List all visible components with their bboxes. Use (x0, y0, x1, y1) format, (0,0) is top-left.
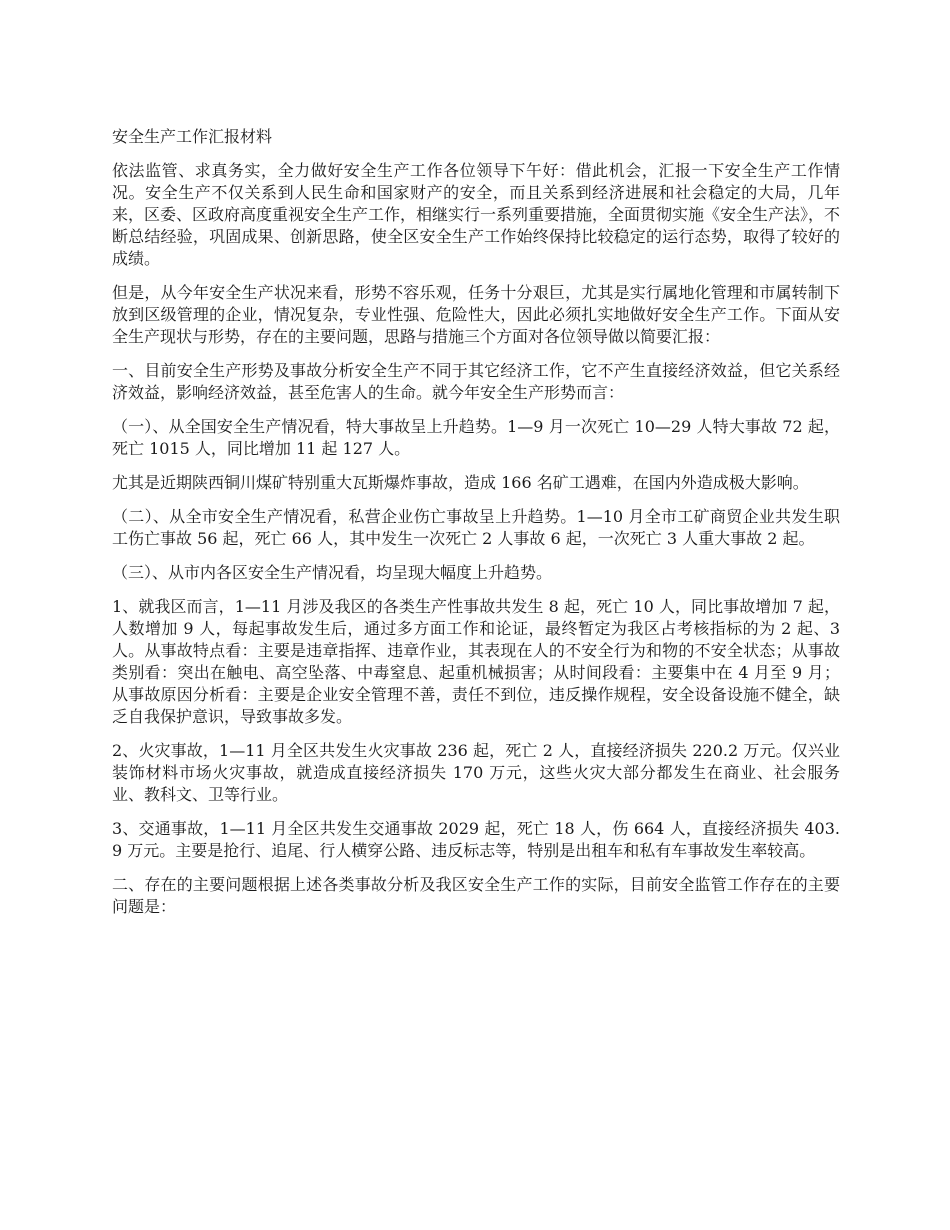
paragraph-traffic: 3、交通事故，1—11 月全区共发生交通事故 2029 起，死亡 18 人，伤 664 人，直接经济损失 403.9 万元。主要是抢行、追尾、行人横穿公路、违反标志等，特别是出租车和私有车事故发生率较高。 (112, 819, 840, 860)
document-title: 安全生产工作汇报材料 (112, 127, 273, 146)
paragraph-our-district: 1、就我区而言，1—11 月涉及我区的各类生产性事故共发生 8 起，死亡 10 人，同比事故增加 7 起，人数增加 9 人，每起事故发生后，通过多方面工作和论证，最终暂定为我区占考核指标的为 2 起、3 人。从事故特点看：主要是违章指挥、违章作业，其表现在人的不安全行为和物的不安全状态；从事故类别看：突出在触电、高空坠落、中毒窒息、起重机械损害；从时间段看：主要集中在 4 月至 9 月；从事故原因分析看：主要是企业安全管理不善，责任不到位，违反操作规程，安全设备设施不健全，缺乏自我保护意识，导致事故多发。 (112, 597, 840, 726)
paragraph-section-two: 二、存在的主要问题根据上述各类事故分析及我区安全生产工作的实际，目前安全监管工作存在的主要问题是： (112, 875, 840, 916)
paragraph-national: （一）、从全国安全生产情况看，特大事故呈上升趋势。1—9 月一次死亡 10—29 人特大事故 72 起，死亡 1015 人，同比增加 11 起 127 人。 (112, 417, 840, 458)
document-page (112, 126, 840, 930)
paragraph-situation: 但是，从今年安全生产状况来看，形势不容乐观，任务十分艰巨，尤其是实行属地化管理和市属转制下放到区级管理的企业，情况复杂，专业性强、危险性大，因此必须扎实地做好安全生产工作。下面从安全生产现状与形势，存在的主要问题，思路与措施三个方面对各位领导做以简要汇报： (112, 283, 840, 346)
paragraph-fire: 2、火灾事故，1—11 月全区共发生火灾事故 236 起，死亡 2 人，直接经济损失 220.2 万元。仅兴业装饰材料市场火灾事故，就造成直接经济损失 170 万元，这些火灾大部分都发生在商业、社会服务业、教科文、卫等行业。 (112, 741, 840, 804)
paragraph-city: （二）、从全市安全生产情况看，私营企业伤亡事故呈上升趋势。1—10 月全市工矿商贸企业共发生职工伤亡事故 56 起，死亡 66 人，其中发生一次死亡 2 人事故 6 起，一次死亡 3 人重大事故 2 起。 (112, 507, 840, 548)
paragraph-section-one: 一、目前安全生产形势及事故分析安全生产不同于其它经济工作，它不产生直接经济效益，但它关系经济效益，影响经济效益，甚至危害人的生命。就今年安全生产形势而言： (112, 361, 840, 402)
paragraph-tongchuan: 尤其是近期陕西铜川煤矿特别重大瓦斯爆炸事故，造成 166 名矿工遇难，在国内外造成极大影响。 (112, 473, 809, 492)
paragraph-districts: （三）、从市内各区安全生产情况看，均呈现大幅度上升趋势。 (112, 563, 553, 582)
paragraph-intro: 依法监管、求真务实，全力做好安全生产工作各位领导下午好：借此机会，汇报一下安全生产工作情况。安全生产不仅关系到人民生命和国家财产的安全，而且关系到经济进展和社会稳定的大局，几年来，区委、区政府高度重视安全生产工作，相继实行一系列重要措施，全面贯彻实施《安全生产法》，不断总结经验，巩固成果、创新思路，使全区安全生产工作始终保持比较稳定的运行态势，取得了较好的成绩。 (112, 161, 841, 268)
